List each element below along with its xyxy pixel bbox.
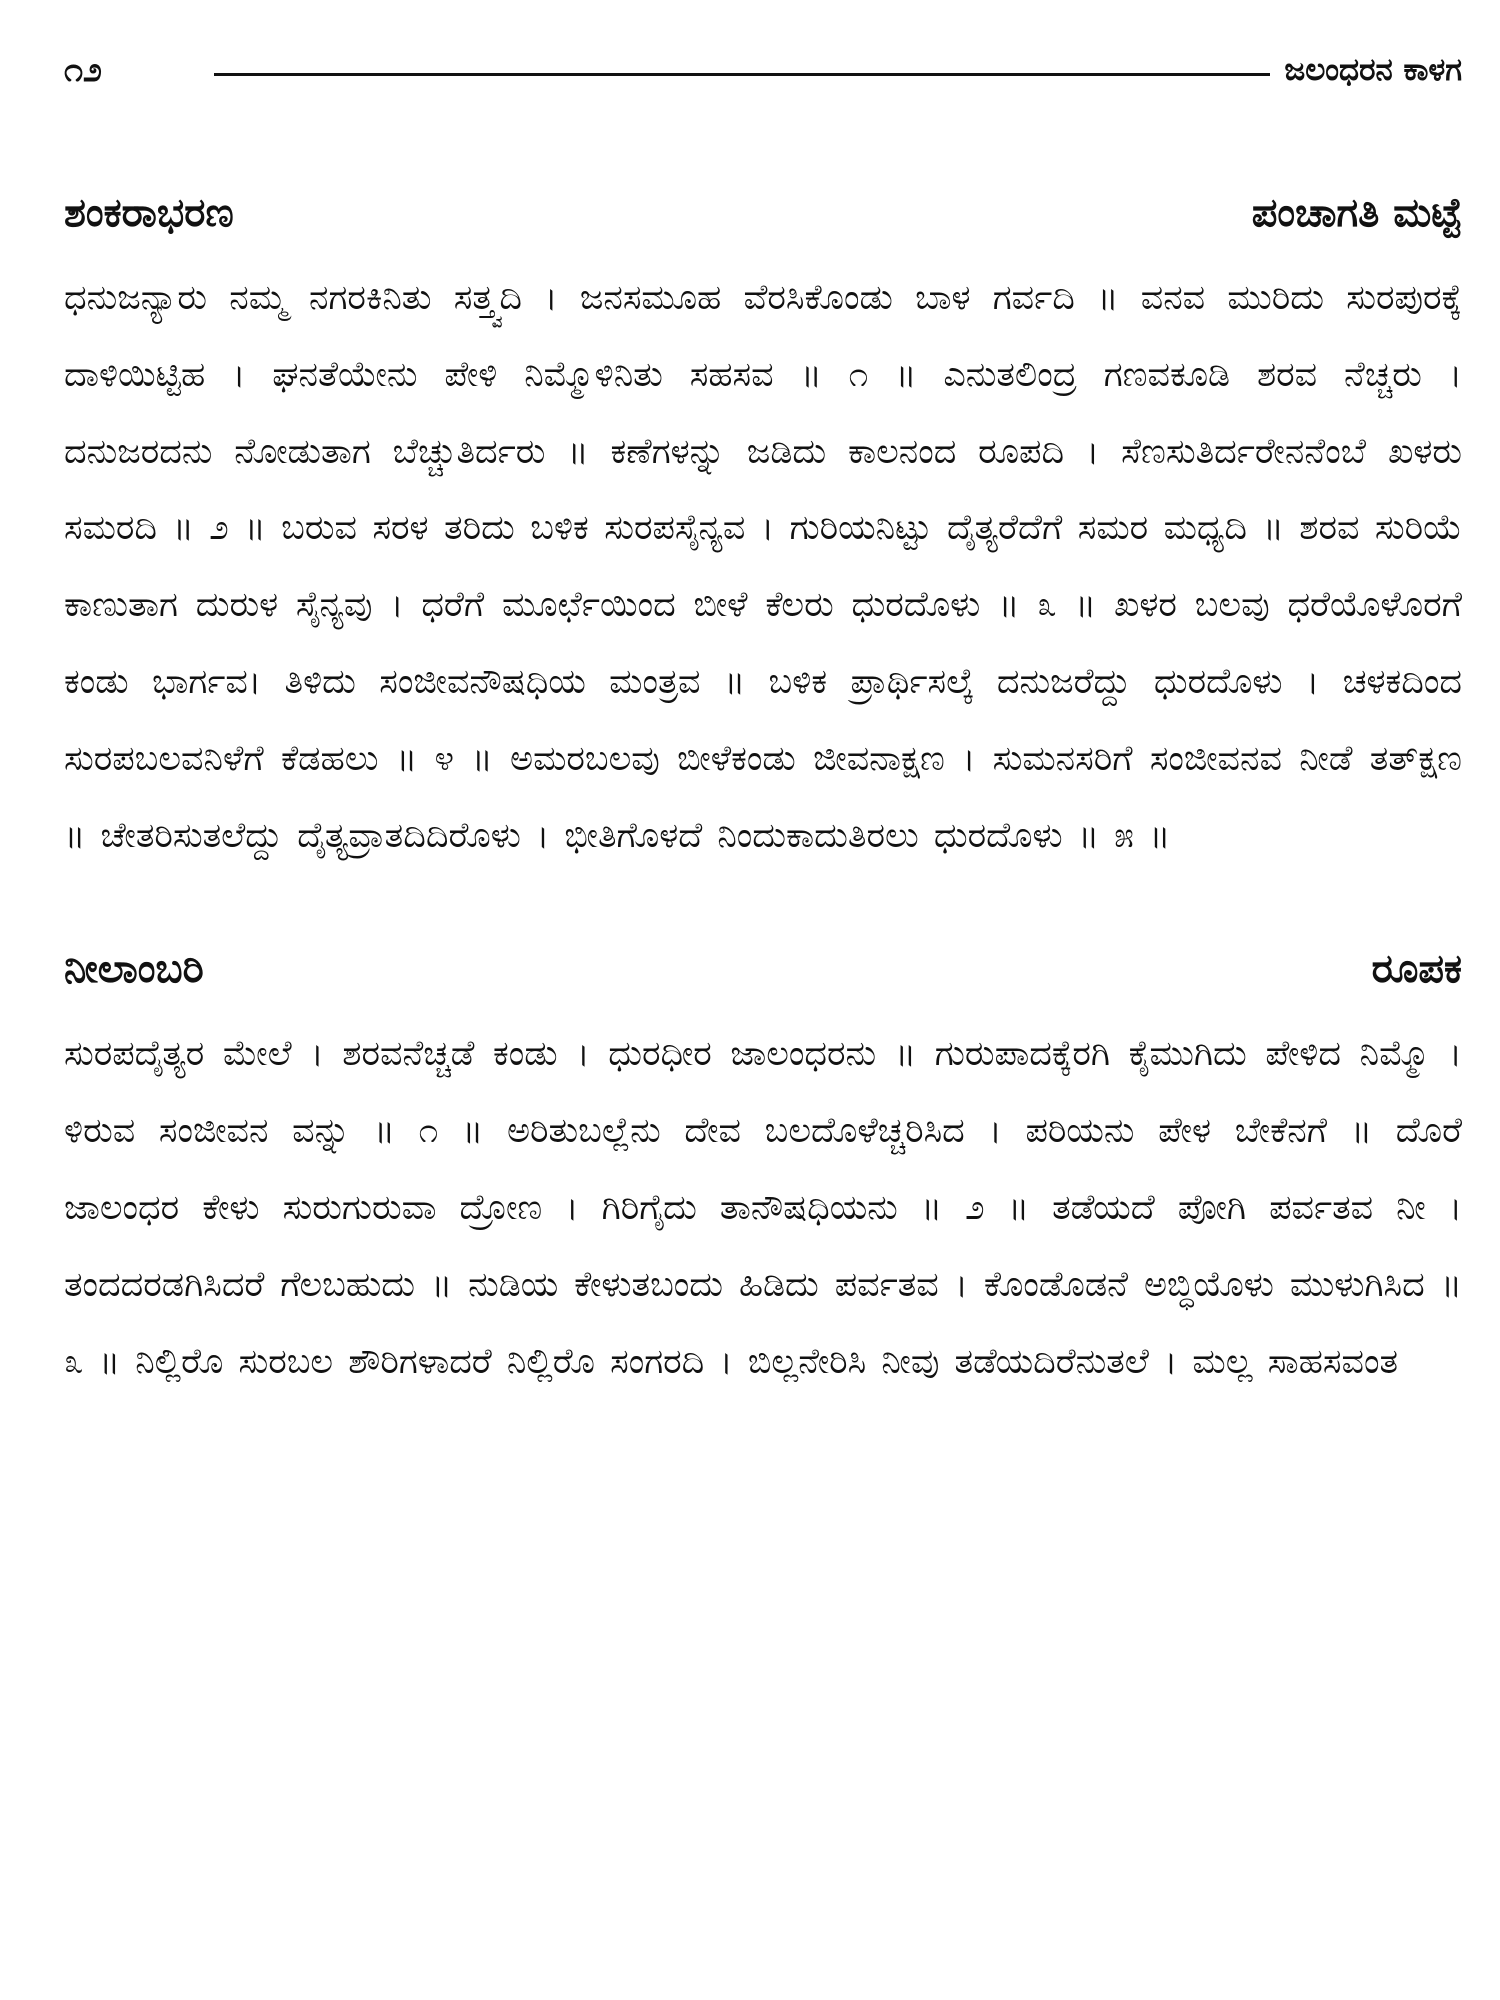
running-header bbox=[64, 40, 1462, 100]
verse-text: ಧನುಜನ್ಯಾರು ನಮ್ಮ ನಗರಕಿನಿತು ಸತ್ತ್ವದಿ । ಜನಸಮೂಹ ವೆರಸಿಕೊಂಡು ಬಾಳ ಗರ್ವದಿ ॥ ವನವ ಮುರಿದು ಸುರಪುರಕ್ಕೆ ದಾಳಿಯಿಟ್ಟಿಹ । ಘನತೆಯೇನು ಪೇಳಿ ನಿಮ್ಮೊಳಿನಿತು ಸಹಸವ ॥ ೧ ॥ ಎನುತಲಿಂದ್ರ ಗಣವಕೂಡಿ ಶರವ ನೆಚ್ಚರು । ದನುಜರದನು ನೋಡುತಾಗ ಬೆಚ್ಚುತಿರ್ದರು ॥ ಕಣೆಗಳನ್ನು ಜಡಿದು ಕಾಲನಂದ ರೂಪದಿ । ಸೆಣಸುತಿರ್ದರೇನನೆಂಬೆ ಖಳರು ಸಮರದಿ ॥ ೨ ॥ ಬರುವ ಸರಳ ತರಿದು ಬಳಿಕ ಸುರಪಸೈನ್ಯವ । ಗುರಿಯನಿಟ್ಟು ದೈತ್ಯರೆದೆಗೆ ಸಮರ ಮಧ್ಯದಿ ॥ ಶರವ ಸುರಿಯೆ ಕಾಣುತಾಗ ದುರುಳ ಸೈನ್ಯವು । ಧರೆಗೆ ಮೂರ್ಛೆಯಿಂದ ಬೀಳೆ ಕೆಲರು ಧುರದೊಳು ॥ ೩ ॥ ಖಳರ ಬಲವು ಧರೆಯೊಳೊರಗೆ ಕಂಡು ಭಾರ್ಗವ। ತಿಳಿದು ಸಂಜೀವನೌಷಧಿಯ ಮಂತ್ರವ ॥ ಬಳಿಕ ಪ್ರಾರ್ಥಿಸಲ್ಕೆ ದನುಜರೆದ್ದು ಧುರದೊಳು । ಚಳಕದಿಂದ ಸುರಪಬಲವನಿಳೆಗೆ ಕೆಡಹಲು ॥ ೪ ॥ ಅಮರಬಲವು ಬೀಳೆಕಂಡು ಜೀವನಾಕ್ಷಣ । ಸುಮನಸರಿಗೆ ಸಂಜೀವನವ ನೀಡೆ ತತ್‌ಕ್ಷಣ ॥ ಚೇತರಿಸುತಲೆದ್ದು ದೈತ್ಯವ್ರಾತದಿದಿರೊಳು । ಭೀತಿಗೊಳದೆ ನಿಂದುಕಾದುತಿರಲು ಧುರದೊಳು ॥ ೫ ॥ bbox=[64, 278, 1462, 856]
song-section-1 bbox=[64, 188, 1462, 874]
header-rule bbox=[214, 73, 1270, 76]
book-title: ಜಲಂಧರನ ಕಾಳಗ bbox=[1284, 51, 1462, 88]
document-page bbox=[64, 40, 1462, 1400]
raga-name: ನೀಲಾಂಬರಿ bbox=[64, 946, 204, 993]
section-heading bbox=[64, 188, 1462, 238]
verse-text: ಸುರಪದೈತ್ಯರ ಮೇಲೆ । ಶರವನೆಚ್ಚಡೆ ಕಂಡು । ಧುರಧೀರ ಜಾಲಂಧರನು ॥ ಗುರುಪಾದಕ್ಕೆರಗಿ ಕೈಮುಗಿದು ಪೇಳಿದ ನಿಮ್ಮೊ । ಳಿರುವ ಸಂಜೀವನ ವನ್ನು ॥ ೧ ॥ ಅರಿತುಬಲ್ಲೆನು ದೇವ ಬಲದೊಳೆಚ್ಚರಿಸಿದ । ಪರಿಯನು ಪೇಳ ಬೇಕೆನಗೆ ॥ ದೊರೆ ಜಾಲಂಧರ ಕೇಳು ಸುರುಗುರುವಾ ದ್ರೋಣ । ಗಿರಿಗೈದು ತಾನೌಷಧಿಯನು ॥ ೨ ॥ ತಡೆಯದೆ ಪೋಗಿ ಪರ್ವತವ ನೀ । ತಂದದರಡಗಿಸಿದರೆ ಗೆಲಬಹುದು ॥ ನುಡಿಯ ಕೇಳುತಬಂದು ಹಿಡಿದು ಪರ್ವತವ । ಕೊಂಡೊಡನೆ ಅಬ್ಧಿಯೊಳು ಮುಳುಗಿಸಿದ ॥ ೩ ॥ ನಿಲ್ಲಿರೊ ಸುರಬಲ ಶೌರಿಗಳಾದರೆ ನಿಲ್ಲಿರೊ ಸಂಗರದಿ । ಬಿಲ್ಲನೇರಿಸಿ ನೀವು ತಡೆಯದಿರೆನುತಲೆ । ಮಲ್ಲ ಸಾಹಸವಂತ bbox=[64, 1034, 1462, 1382]
section-heading bbox=[64, 944, 1462, 994]
tala-name: ಪಂಚಾಗತಿ ಮಟ್ಟೆ bbox=[1251, 190, 1462, 236]
song-section-2 bbox=[64, 944, 1462, 1400]
tala-name: ರೂಪಕ bbox=[1371, 946, 1462, 993]
raga-name: ಶಂಕರಾಭರಣ bbox=[64, 190, 234, 236]
page-number: ೧೨ bbox=[64, 50, 103, 90]
